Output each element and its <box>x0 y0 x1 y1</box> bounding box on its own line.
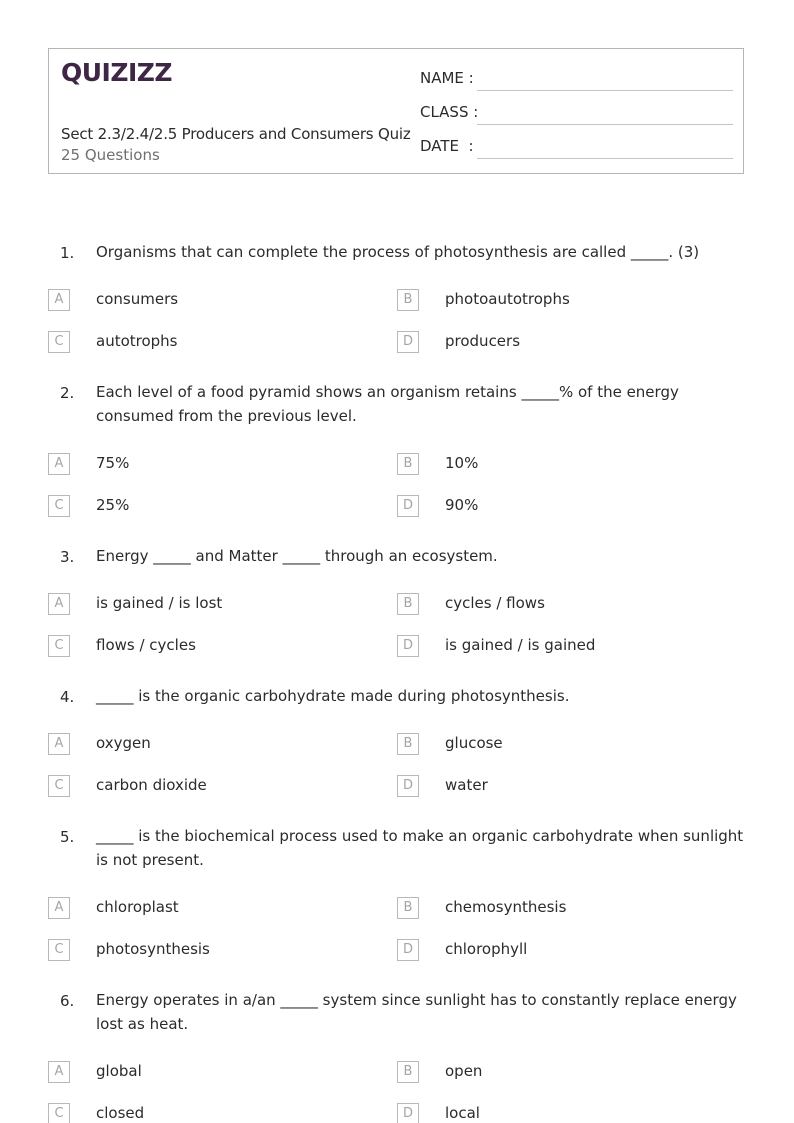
question-text: Organisms that can complete the process of photosynthesis are called _____. (3) <box>96 243 700 261</box>
option-text: local <box>445 1104 480 1122</box>
option-letter-box[interactable]: A <box>48 1061 70 1083</box>
option-letter-box[interactable]: D <box>397 331 419 353</box>
option-letter-box[interactable]: A <box>48 289 70 311</box>
option-letter-box[interactable]: A <box>48 897 70 919</box>
option-letter-box[interactable]: C <box>48 939 70 961</box>
option-letter-box[interactable]: B <box>397 733 419 755</box>
option-text: closed <box>96 1104 145 1122</box>
option-letter-box[interactable]: A <box>48 593 70 615</box>
option-letter-box[interactable]: C <box>48 635 70 657</box>
option-letter-box[interactable]: B <box>397 289 419 311</box>
question-number: 4. <box>60 688 75 706</box>
option-text: carbon dioxide <box>96 776 207 794</box>
question-count: 25 Questions <box>61 146 160 164</box>
class-field[interactable] <box>420 103 733 125</box>
worksheet-header <box>48 48 744 174</box>
option-text: photosynthesis <box>96 940 210 958</box>
option-letter-box[interactable]: B <box>397 593 419 615</box>
question-number: 6. <box>60 992 75 1010</box>
option-text: 75% <box>96 454 130 472</box>
name-field[interactable] <box>420 69 733 91</box>
question-number: 2. <box>60 384 75 402</box>
option-letter-box[interactable]: A <box>48 733 70 755</box>
class-line[interactable] <box>477 124 733 125</box>
date-line[interactable] <box>477 158 733 159</box>
option-letter-box[interactable]: A <box>48 453 70 475</box>
name-label: NAME : <box>420 69 474 87</box>
option-letter-box[interactable]: C <box>48 1103 70 1123</box>
option-text: water <box>445 776 488 794</box>
option-text: is gained / is lost <box>96 594 223 612</box>
option-letter-box[interactable]: D <box>397 775 419 797</box>
date-field[interactable] <box>420 137 733 159</box>
option-text: chemosynthesis <box>445 898 567 916</box>
option-text: 25% <box>96 496 130 514</box>
question-text: Energy operates in a/an _____ system since sunlight has to constantly replace energy lost as heat. <box>96 991 737 1033</box>
option-text: is gained / is gained <box>445 636 596 654</box>
question-text: Each level of a food pyramid shows an organism retains _____% of the energy consumed from the previous level. <box>96 383 679 425</box>
option-text: glucose <box>445 734 503 752</box>
option-letter-box[interactable]: D <box>397 635 419 657</box>
option-text: global <box>96 1062 142 1080</box>
class-label: CLASS : <box>420 103 479 121</box>
question-text: Energy _____ and Matter _____ through an ecosystem. <box>96 547 498 565</box>
name-line[interactable] <box>477 90 733 91</box>
option-text: producers <box>445 332 521 350</box>
option-text: cycles / flows <box>445 594 545 612</box>
option-text: consumers <box>96 290 179 308</box>
option-letter-box[interactable]: D <box>397 939 419 961</box>
quiz-title: Sect 2.3/2.4/2.5 Producers and Consumers Quiz <box>61 125 411 143</box>
option-letter-box[interactable]: B <box>397 453 419 475</box>
question-number: 5. <box>60 828 75 846</box>
option-letter-box[interactable]: B <box>397 897 419 919</box>
option-letter-box[interactable]: D <box>397 495 419 517</box>
option-letter-box[interactable]: C <box>48 775 70 797</box>
option-text: chloroplast <box>96 898 179 916</box>
option-text: 10% <box>445 454 479 472</box>
option-text: chlorophyll <box>445 940 528 958</box>
option-letter-box[interactable]: D <box>397 1103 419 1123</box>
option-text: flows / cycles <box>96 636 196 654</box>
option-letter-box[interactable]: B <box>397 1061 419 1083</box>
option-letter-box[interactable]: C <box>48 495 70 517</box>
option-text: photoautotrophs <box>445 290 570 308</box>
option-text: autotrophs <box>96 332 178 350</box>
question-number: 3. <box>60 548 75 566</box>
question-number: 1. <box>60 244 75 262</box>
option-text: 90% <box>445 496 479 514</box>
date-label: DATE : <box>420 137 474 155</box>
question-text: _____ is the biochemical process used to make an organic carbohydrate when sunlight is not present. <box>96 827 744 869</box>
option-text: oxygen <box>96 734 151 752</box>
question-text: _____ is the organic carbohydrate made during photosynthesis. <box>96 687 570 705</box>
quizizz-logo: QUIZIZZ <box>61 58 173 87</box>
option-letter-box[interactable]: C <box>48 331 70 353</box>
option-text: open <box>445 1062 483 1080</box>
